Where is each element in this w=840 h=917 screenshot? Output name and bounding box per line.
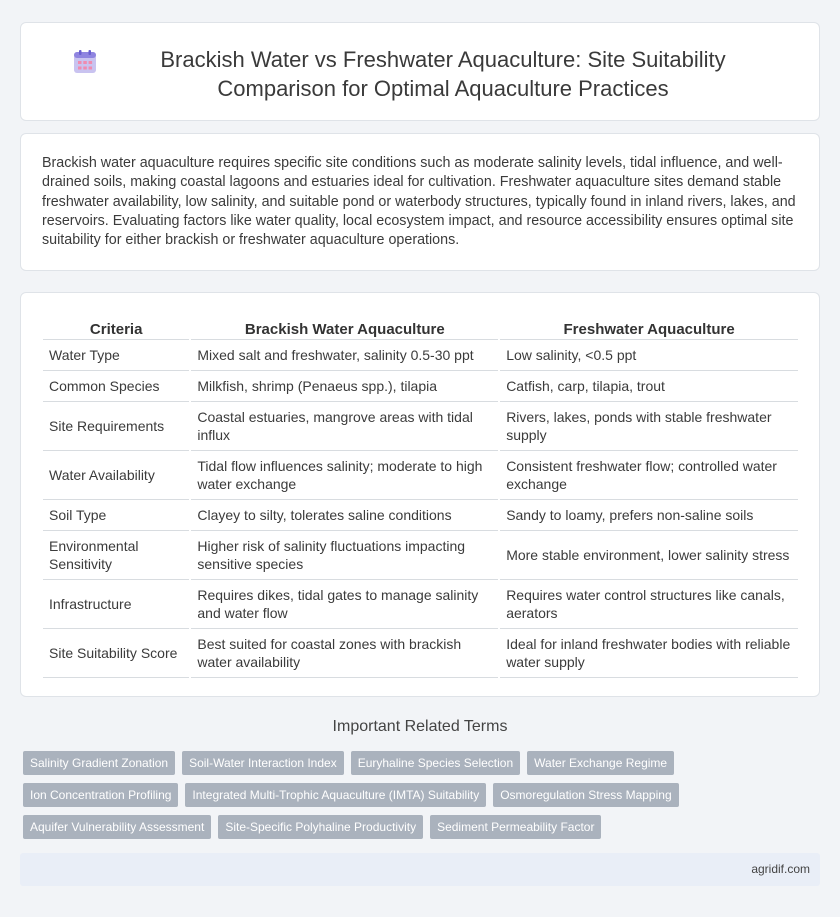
footer-site-link[interactable]: agridif.com [751, 862, 810, 876]
table-cell-criteria: Common Species [43, 371, 189, 402]
table-cell-brackish: Coastal estuaries, mangrove areas with tidal influx [191, 402, 498, 451]
footer [20, 853, 820, 886]
related-term-tag[interactable]: Ion Concentration Profiling [23, 783, 178, 807]
table-row [43, 500, 798, 531]
table-cell-brackish: Best suited for coastal zones with brackish water availability [191, 629, 498, 678]
intro-paragraph: Brackish water aquaculture requires specific site conditions such as moderate salinity levels, tidal influence, and well-drained soils, making coastal lagoons and estuaries ideal for cultivation. Freshwater aquaculture sites demand stable freshwater availability, low salinity, and suitable pond or waterbody structures, typically found in inland rivers, lakes, and reservoirs. Evaluating factors like water quality, local ecosystem impact, and resource accessibility ensures optimal site suitability for either brackish or freshwater aquaculture operations. [42, 155, 796, 249]
table-row [43, 340, 798, 371]
table-cell-freshwater: More stable environment, lower salinity stress [500, 531, 798, 580]
table-cell-brackish: Tidal flow influences salinity; moderate to high water exchange [191, 451, 498, 500]
table-cell-brackish: Mixed salt and freshwater, salinity 0.5-30 ppt [191, 340, 498, 371]
table-cell-brackish: Requires dikes, tidal gates to manage salinity and water flow [191, 580, 498, 629]
related-terms-heading: Important Related Terms [332, 718, 508, 735]
table-row [43, 629, 798, 678]
comparison-table [41, 318, 800, 678]
table-cell-criteria: Soil Type [43, 500, 189, 531]
title-card [20, 22, 820, 121]
related-term-tag[interactable]: Euryhaline Species Selection [351, 751, 520, 775]
table-row [43, 371, 798, 402]
related-term-tag[interactable]: Osmoregulation Stress Mapping [493, 783, 678, 807]
related-term-tag[interactable]: Aquifer Vulnerability Assessment [23, 815, 211, 839]
table-cell-criteria: Water Type [43, 340, 189, 371]
comparison-table-card [20, 292, 820, 697]
related-term-tag[interactable]: Integrated Multi-Trophic Aquaculture (IMTA) Suitability [185, 783, 486, 807]
related-term-tag[interactable]: Soil-Water Interaction Index [182, 751, 344, 775]
table-cell-brackish: Clayey to silty, tolerates saline conditions [191, 500, 498, 531]
related-term-tag[interactable]: Sediment Permeability Factor [430, 815, 601, 839]
table-cell-criteria: Site Suitability Score [43, 629, 189, 678]
header-freshwater: Freshwater Aquaculture [500, 318, 798, 340]
table-row [43, 402, 798, 451]
table-cell-brackish: Higher risk of salinity fluctuations impacting sensitive species [191, 531, 498, 580]
related-term-tag[interactable]: Water Exchange Regime [527, 751, 674, 775]
table-cell-freshwater: Requires water control structures like canals, aerators [500, 580, 798, 629]
table-cell-criteria: Infrastructure [43, 580, 189, 629]
table-cell-criteria: Site Requirements [43, 402, 189, 451]
related-term-tag[interactable]: Site-Specific Polyhaline Productivity [218, 815, 423, 839]
table-cell-criteria: Water Availability [43, 451, 189, 500]
title-row [21, 45, 819, 103]
page-title: Brackish Water vs Freshwater Aquaculture: Site Suitability Comparison for Optimal Aquaculture Practices [160, 47, 726, 101]
table-header-row [43, 318, 798, 340]
header-criteria: Criteria [43, 318, 189, 340]
related-terms-tags [23, 751, 723, 847]
header-brackish: Brackish Water Aquaculture [191, 318, 498, 340]
table-cell-freshwater: Consistent freshwater flow; controlled water exchange [500, 451, 798, 500]
tag-row [23, 815, 723, 839]
table-cell-freshwater: Rivers, lakes, ponds with stable freshwater supply [500, 402, 798, 451]
table-cell-freshwater: Catfish, carp, tilapia, trout [500, 371, 798, 402]
related-term-tag[interactable]: Salinity Gradient Zonation [23, 751, 175, 775]
tag-row [23, 783, 723, 807]
table-cell-freshwater: Sandy to loamy, prefers non-saline soils [500, 500, 798, 531]
calendar-grid-icon [72, 49, 98, 75]
table-cell-freshwater: Low salinity, <0.5 ppt [500, 340, 798, 371]
tag-row [23, 751, 723, 775]
table-row [43, 451, 798, 500]
table-row [43, 531, 798, 580]
table-cell-criteria: Environmental Sensitivity [43, 531, 189, 580]
table-row [43, 580, 798, 629]
table-cell-brackish: Milkfish, shrimp (Penaeus spp.), tilapia [191, 371, 498, 402]
table-cell-freshwater: Ideal for inland freshwater bodies with reliable water supply [500, 629, 798, 678]
intro-card [20, 133, 820, 271]
